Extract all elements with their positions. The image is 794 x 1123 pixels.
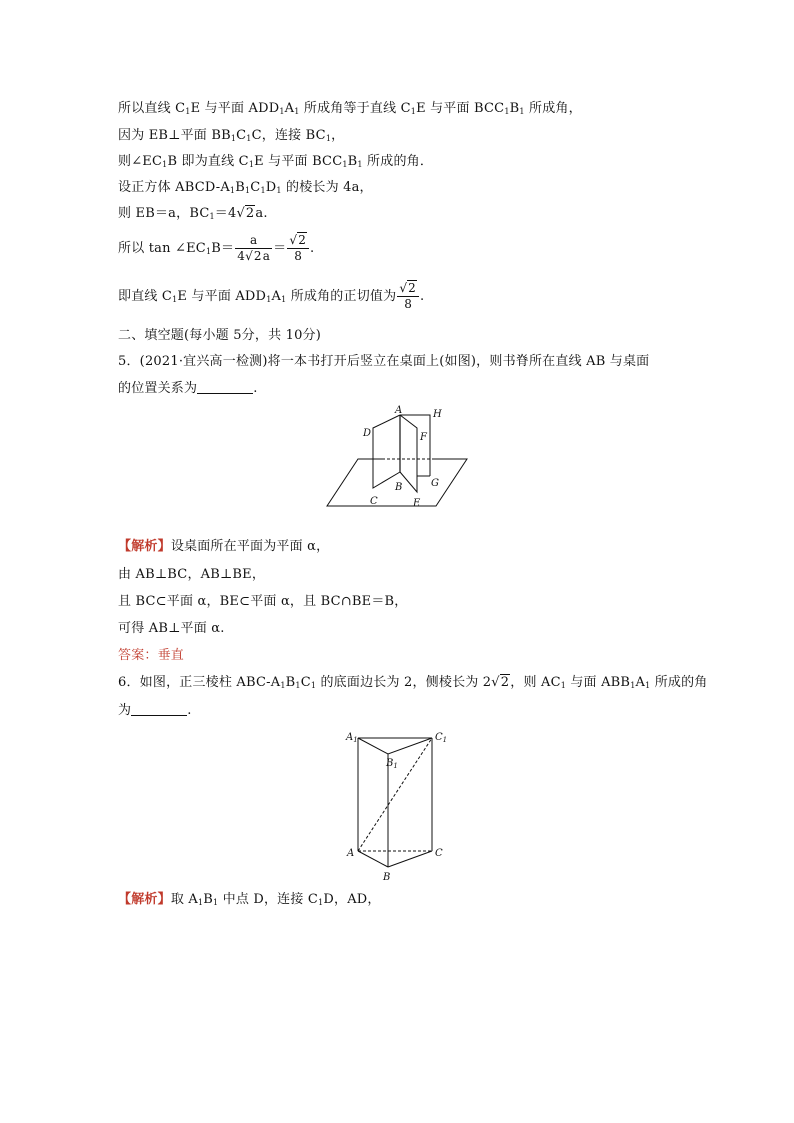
label-g: G xyxy=(431,478,439,489)
solution-6-line-1: 【解析】取 $A_1B_1$ 中点 D，连接 $C_1D$，AD， xyxy=(118,892,381,907)
question-5-line-1: 5．(2021·宜兴高一检测)将一本书打开后竖立在桌面上(如图)，则书脊所在直线 AB 与桌面 xyxy=(118,354,650,369)
text-line-3: 则$\angle EC_1B$ 即为直线 $C_1E$ 与平面 $BCC_1B_1$ 所成的角． xyxy=(118,154,434,169)
sqrt-expression: √2 xyxy=(236,206,255,221)
label-b1: $B_1$ xyxy=(386,758,398,770)
section-heading: 二、填空题(每小题 5分，共 10分) xyxy=(118,328,322,343)
analysis-tag: 【解析】 xyxy=(118,539,171,554)
text-line-6: 所以 $\tan \angle EC_1B=$ $\frac{a}{4√2a}$ ＝ $\frac{√2}{8}$ . xyxy=(118,233,315,263)
answer-blank xyxy=(197,381,253,394)
label-b2: B xyxy=(383,872,391,883)
diagonal-ac1 xyxy=(358,738,432,851)
left-page xyxy=(373,415,400,488)
text-line-1: 所以直线 $C_1E$ 与平面 $ADD_1A_1$ 所成角等于直线 $C_1E$ 与平面 $BCC_1B_1$ 所成角， xyxy=(118,101,582,116)
question-5-line-2: 的位置关系为 . xyxy=(118,381,258,396)
solution-5-line-1: 【解析】设桌面所在平面为平面 α， xyxy=(118,539,330,554)
label-f: F xyxy=(420,432,427,443)
question-6-line-2: 为 . xyxy=(118,703,192,718)
label-a2: A xyxy=(347,848,355,859)
label-e: E xyxy=(413,498,421,509)
top-face xyxy=(358,738,432,754)
solution-5-line-4: 可得 AB⊥平面 α. xyxy=(118,621,225,636)
prism-figure xyxy=(340,726,460,884)
label-c2: C xyxy=(435,848,443,859)
fraction-2: $\frac{√2}{8}$ xyxy=(287,233,309,264)
label-h: H xyxy=(433,409,442,420)
analysis-tag-6: 【解析】 xyxy=(118,892,171,907)
fraction-3: $\frac{√2}{8}$ xyxy=(397,281,419,312)
text-line-5: 则 EB＝a，$BC_1=4√2a$. xyxy=(118,206,268,221)
label-c: C xyxy=(370,496,378,507)
answer-blank-6 xyxy=(131,703,187,716)
solution-5-line-2: 由 AB⊥BC，AB⊥BE， xyxy=(118,567,266,582)
label-a: A xyxy=(395,405,403,416)
label-b: B xyxy=(395,482,403,493)
fraction-1: $\frac{a}{4√2a}$ xyxy=(237,233,271,263)
label-c1: $C_1$ xyxy=(435,732,448,744)
book-figure xyxy=(320,400,480,515)
question-6-line-1: 6．如图，正三棱柱 ABC-$A_1B_1C_1$ 的底面边长为 2，侧棱长为 2√2，则 $AC_1$ 与面 $ABB_1A_1$ 所成的角 xyxy=(118,675,708,690)
solution-5-line-3: 且 BC⊂平面 α，BE⊂平面 α，且 BC∩BE＝B， xyxy=(118,594,408,609)
label-a1: $A_1$ xyxy=(346,732,358,744)
text-line-4: 设正方体 ABCD-$A_1B_1C_1D_1$ 的棱长为 4a， xyxy=(118,180,373,195)
label-d: D xyxy=(363,428,372,439)
front-page xyxy=(400,415,417,492)
text-line-2: 因为 EB⊥平面 $BB_1C_1C$，连接 $BC_1$， xyxy=(118,128,345,143)
back-page xyxy=(400,415,430,476)
text-line-7: 即直线 $C_1E$ 与平面 $ADD_1A_1$ 所成角的正切值为 $\frac{√2}{8}$ . xyxy=(118,281,425,311)
answer-5: 答案：垂直 xyxy=(118,648,185,663)
